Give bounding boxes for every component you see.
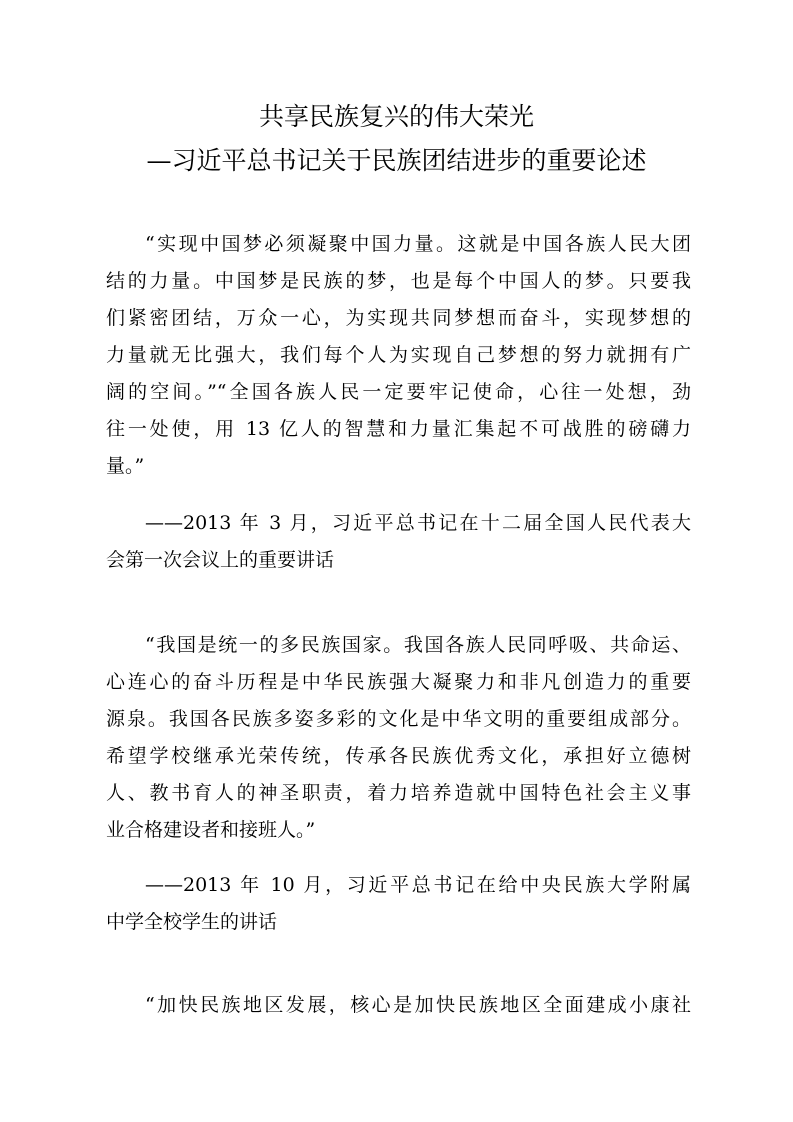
document-subtitle: —习近平总书记关于民族团结进步的重要论述 — [146, 146, 647, 175]
text-line: 业合格建设者和接班人。” — [106, 819, 316, 841]
document-title: 共享民族复兴的伟大荣光 — [258, 102, 534, 131]
text-line: 往一处使，用 13 亿人的智慧和力量汇集起不可战胜的磅礴力 — [106, 418, 691, 440]
quote-paragraph-1 — [106, 226, 691, 485]
source-attribution-2 — [106, 867, 691, 941]
text-line: 阔的空间。”“全国各族人民一定要牢记使命，心往一处想，劲 — [106, 381, 691, 403]
quote-paragraph-3 — [106, 987, 691, 1024]
text-line: “实现中国梦必须凝聚中国力量。这就是中国各族人民大团 — [145, 233, 691, 255]
text-line: 心连心的奋斗历程是中华民族强大凝聚力和非凡创造力的重要 — [106, 671, 691, 693]
text-line: 结的力量。中国梦是民族的梦，也是每个中国人的梦。只要我 — [106, 270, 691, 292]
text-line: 们紧密团结，万众一心，为实现共同梦想而奋斗，实现梦想的 — [106, 307, 691, 329]
source-attribution-1 — [106, 505, 691, 579]
text-line: 人、教书育人的神圣职责，着力培养造就中国特色社会主义事 — [106, 782, 691, 804]
text-line: 力量就无比强大，我们每个人为实现自己梦想的努力就拥有广 — [106, 344, 691, 366]
text-line: 量。” — [106, 455, 145, 477]
text-line: 希望学校继承光荣传统，传承各民族优秀文化，承担好立德树 — [106, 745, 691, 767]
text-line: ——2013 年 3 月，习近平总书记在十二届全国人民代表大 — [145, 512, 691, 534]
text-line: ——2013 年 10 月，习近平总书记在给中央民族大学附属 — [145, 874, 691, 896]
quote-paragraph-2 — [106, 627, 691, 849]
text-line: “加快民族地区发展，核心是加快民族地区全面建成小康社 — [145, 994, 691, 1016]
text-line: 源泉。我国各民族多姿多彩的文化是中华文明的重要组成部分。 — [106, 708, 691, 730]
text-line: 会第一次会议上的重要讲话 — [106, 549, 335, 571]
text-line: “我国是统一的多民族国家。我国各族人民同呼吸、共命运、 — [145, 634, 691, 656]
text-line: 中学全校学生的讲话 — [106, 911, 278, 933]
